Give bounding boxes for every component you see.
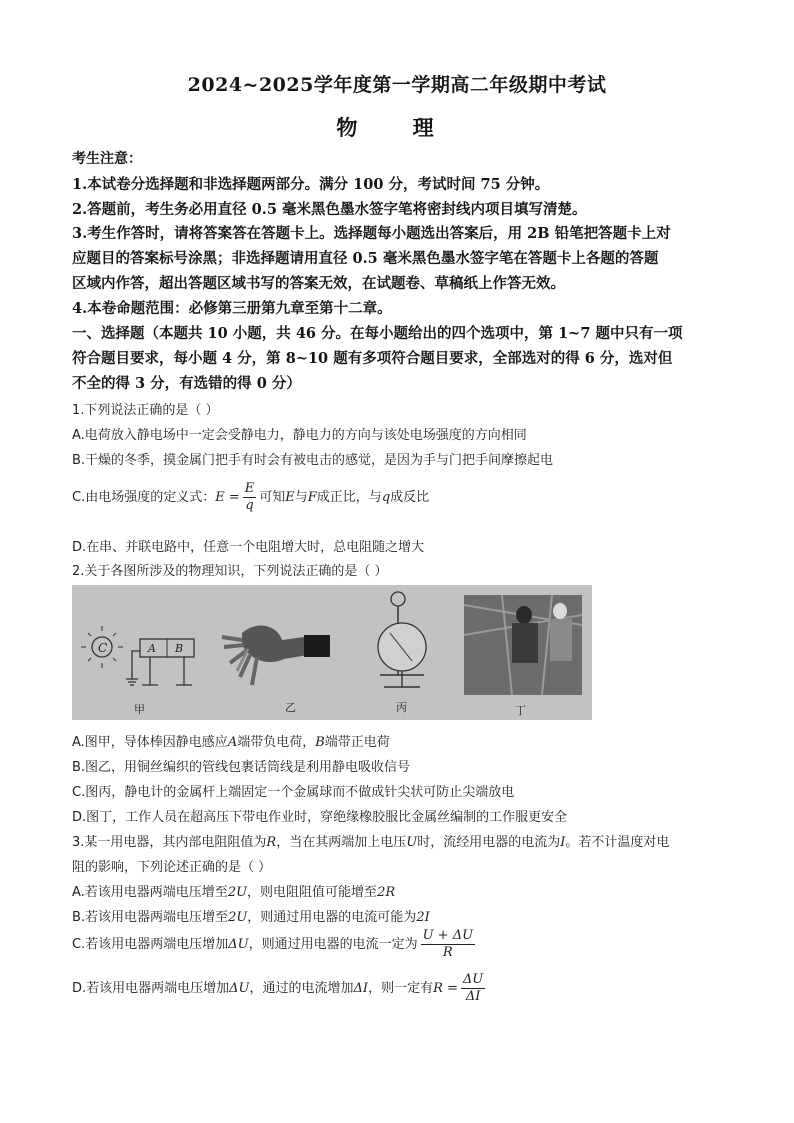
q2-option-c: C.图丙，静电计的金属杆上端固定一个金属球而不做成针尖状可防止尖端放电: [72, 785, 515, 800]
q1-option-b: B.干燥的冬季，摸金属门把手有时会有被电击的感觉，是因为手与门把手间摩擦起电: [72, 453, 554, 468]
notice-item-1: 1.本试卷分选择题和非选择题两部分。满分 100 分，考试时间 75 分钟。: [72, 176, 550, 193]
q3-d-mid: ，通过的电流增加: [249, 981, 354, 996]
q3-b-pre: B.若该用电器两端电压增至: [72, 910, 229, 925]
q3-a-pre: A.若该用电器两端电压增至: [72, 885, 228, 900]
section1-line-3: 不全的得 3 分，有选错的得 0 分）: [72, 375, 301, 392]
q3-c-num: U + ΔU: [422, 928, 474, 943]
q1-option-c: [72, 481, 732, 514]
q2-option-b: B.图乙，用铜丝编织的管线包裹话筒线是利用静电吸收信号: [72, 760, 411, 775]
section1-line-1: 一、选择题（本题共 10 小题，共 46 分。在每小题给出的四个选项中，第 1~7 题中只有一项: [72, 325, 683, 342]
q3-d-pre: D.若该用电器两端电压增加: [72, 981, 230, 996]
q2-a-mid: 端带负电荷，: [237, 735, 316, 750]
q3-a-end: 2R: [377, 885, 396, 900]
q3-stem-mid: ，当在其两端加上电压: [276, 835, 407, 850]
notice-item-3-cont: 应题目的答案标号涂黑；非选择题请用直径 0.5 毫米黑色墨水签字笔在答题卡上各题的答题: [72, 250, 659, 267]
q3-stem-line-2: 阻的影响，下列论述正确的是（ ）: [72, 860, 272, 875]
q1-option-d: D.在串、并联电路中，任意一个电阻增大时，总电阻随之增大: [72, 540, 425, 555]
q2-a-var2: B: [315, 735, 325, 750]
q3-d-du: ΔU: [229, 981, 250, 996]
q3-c-mid: ，则通过用电器的电流一定为: [248, 937, 418, 952]
q2-figure-photo: [72, 585, 592, 720]
q3-stem-i: I: [560, 835, 566, 850]
q3-stem-u: U: [406, 835, 418, 850]
q2-stem: 2.关于各图所涉及的物理知识，下列说法正确的是（ ）: [72, 564, 388, 579]
q1-c-f: F: [307, 490, 317, 505]
q1-c-mid2: 成正比，与: [316, 490, 382, 505]
q3-option-b: [72, 906, 732, 925]
q3-c-den: R: [442, 945, 453, 960]
q1-c-end: 成反比: [390, 490, 430, 505]
q3-c-fraction: [421, 928, 475, 961]
q3-d-num: ΔU: [462, 972, 484, 987]
notice-item-3-cont2: 区域内作答，超出答题区域书写的答案无效，在试题卷、草稿纸上作答无效。: [72, 275, 565, 292]
q2-option-d: D.图丁，工作人员在超高压下带电作业时，穿绝缘橡胶服比金属丝编制的工作服更安全: [72, 810, 568, 825]
q3-b-end: 2I: [416, 910, 430, 925]
q1-c-q: q: [381, 490, 391, 505]
q3-b-val: 2U: [228, 910, 248, 925]
q3-stem-end: 。若不计温度对电: [565, 835, 670, 850]
q1-c-prefix: C.由电场强度的定义式：: [72, 490, 216, 505]
q3-stem-r: R: [266, 835, 277, 850]
q3-option-a: [72, 881, 732, 900]
q3-d-mid2: ，则一定有: [368, 981, 434, 996]
q3-d-lhs: R =: [433, 981, 458, 996]
q3-option-d: [72, 972, 732, 1005]
section1-line-2: 符合题目要求，每小题 4 分，第 8~10 题有多项符合题目要求，全部选对的得 6 分，选对但: [72, 350, 673, 367]
q3-c-pre: C.若该用电器两端电压增加: [72, 937, 229, 952]
q1-c-fraction: [243, 481, 257, 514]
q2-figure-svg: [72, 585, 592, 720]
q1-c-lhs: E =: [215, 490, 240, 505]
figure-label-c: C: [98, 641, 108, 655]
q3-d-di: ΔI: [353, 981, 369, 996]
q2-option-a: [72, 731, 732, 750]
q3-b-mid: ，则通过用电器的电流可能为: [247, 910, 417, 925]
q2-a-end: 端带正电荷: [324, 735, 390, 750]
q1-stem: 1.下列说法正确的是（ ）: [72, 403, 219, 418]
q2-a-pre: A.图甲，导体棒因静电感应: [72, 735, 228, 750]
notice-item-4: 4.本卷命题范围：必修第三册第九章至第十二章。: [72, 300, 392, 317]
q1-c-e: E: [285, 490, 295, 505]
q3-c-du: ΔU: [228, 937, 249, 952]
figure-label-b: B: [175, 642, 184, 655]
q3-d-fraction: [461, 972, 485, 1005]
figure-label-bing: 丙: [396, 701, 407, 714]
q3-stem-mid2: 时，流经用电器的电流为: [417, 835, 561, 850]
figure-label-ding: 丁: [515, 704, 526, 717]
q3-d-den: ΔI: [465, 989, 481, 1004]
q3-a-val: 2U: [227, 885, 248, 900]
figure-label-a: A: [148, 642, 156, 655]
figure-label-yi: 乙: [285, 701, 296, 714]
figure-label-jia: 甲: [134, 703, 145, 716]
notice-item-2: 2.答题前，考生务必用直径 0.5 毫米黑色墨水签字笔将密封线内项目填写清楚。: [72, 201, 587, 218]
q3-a-mid: ，则电阻阻值可能增至: [247, 885, 378, 900]
q3-stem-line-1: [72, 831, 732, 850]
q1-c-den: q: [245, 498, 254, 513]
q1-c-num: E: [244, 481, 255, 496]
subject-title: 物 理: [336, 115, 458, 140]
exam-title: 2024~2025学年度第一学期高二年级期中考试: [187, 74, 607, 96]
q1-c-suffix: 可知: [259, 490, 286, 505]
q1-c-mid: 与: [294, 490, 308, 505]
q1-option-a: A.电荷放入静电场中一定会受静电力，静电力的方向与该处电场强度的方向相同: [72, 428, 527, 443]
notice-item-3: 3.考生作答时，请将答案答在答题卡上。选择题每小题选出答案后，用 2B 铅笔把答题卡上对: [72, 225, 671, 242]
notice-heading: 考生注意：: [72, 151, 142, 167]
q2-a-var1: A: [227, 735, 238, 750]
q3-stem-pre: 3.某一用电器，其内部电阻阻值为: [72, 835, 267, 850]
q3-option-c: [72, 928, 732, 961]
